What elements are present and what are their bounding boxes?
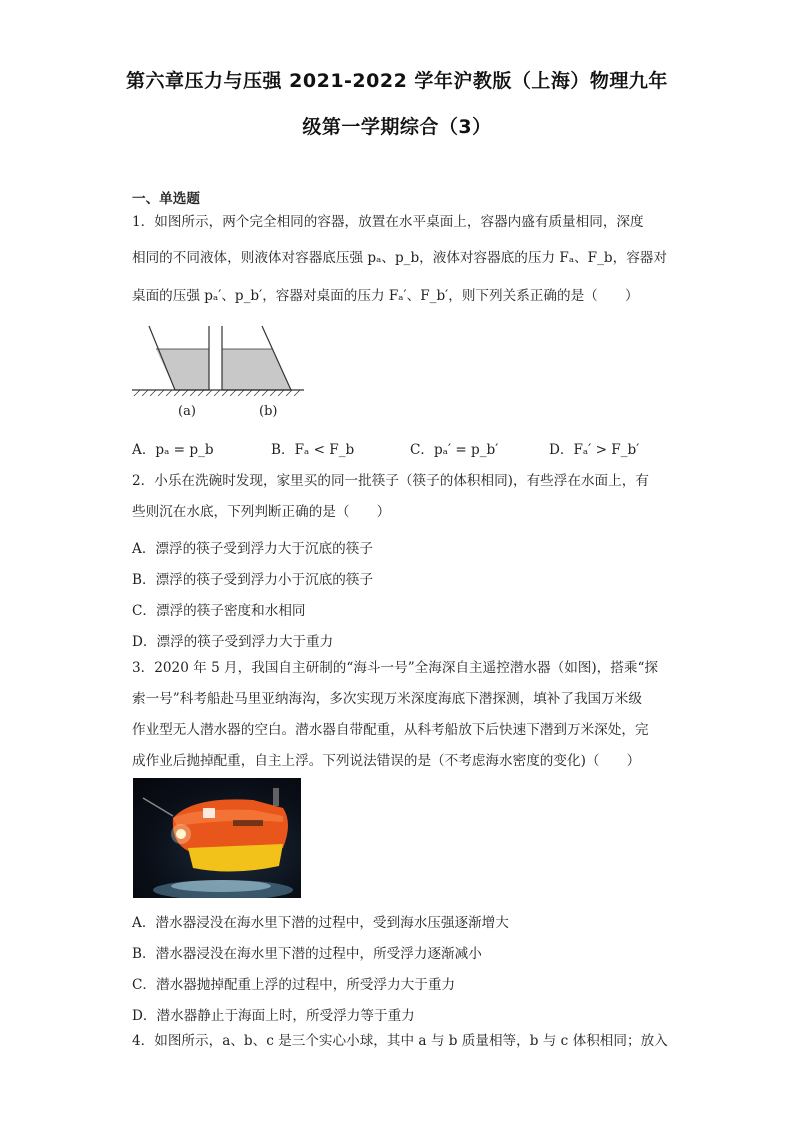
q1-container-figure — [132, 322, 312, 402]
q1-line-1: 1．如图所示，两个完全相同的容器，放置在水平桌面上，容器内盛有质量相同，深度 — [132, 214, 644, 230]
q2-option-a[interactable]: A．漂浮的筷子受到浮力大于沉底的筷子 — [132, 541, 373, 557]
fig-label-b: (b) — [259, 404, 278, 419]
q1-line-2: 相同的不同液体，则液体对容器底压强 pₐ、p_b，液体对容器底的压力 Fₐ、F_b，容器对 — [132, 250, 667, 266]
q2-line-1: 2．小乐在洗碗时发现，家里买的同一批筷子（筷子的体积相同)，有些浮在水面上，有 — [132, 473, 649, 489]
q2-option-b[interactable]: B．漂浮的筷子受到浮力小于沉底的筷子 — [132, 572, 374, 588]
q3-option-b[interactable]: B．潜水器浸没在海水里下潜的过程中，所受浮力逐渐减小 — [132, 946, 482, 962]
q2-option-c[interactable]: C．漂浮的筷子密度和水相同 — [132, 603, 306, 619]
q3-option-d[interactable]: D．潜水器静止于海面上时，所受浮力等于重力 — [132, 1008, 415, 1024]
container-a-liquid — [156, 349, 209, 390]
section-heading: 一、单选题 — [132, 191, 200, 207]
q1-line-3: 桌面的压强 pₐ′、p_b′，容器对桌面的压力 Fₐ′、F_b′，则下列关系正确的是（ ） — [132, 288, 639, 304]
doc-title-line2: 级第一学期综合（3） — [302, 116, 492, 138]
doc-title-line1: 第六章压力与压强 2021-2022 学年沪教版（上海）物理九年 — [126, 70, 668, 92]
q1-option-a[interactable]: A．pₐ = p_b — [132, 442, 214, 458]
q2-line-2: 些则沉在水底，下列判断正确的是（ ） — [132, 504, 391, 520]
submersible-photo — [133, 778, 301, 898]
q1-option-d[interactable]: D．Fₐ′ > F_b′ — [549, 442, 640, 458]
table-hatching — [134, 390, 300, 396]
q3-option-c[interactable]: C．潜水器抛掉配重上浮的过程中，所受浮力大于重力 — [132, 977, 456, 993]
q3-line-4: 成作业后抛掉配重，自主上浮。下列说法错误的是（不考虑海水密度的变化)（ ） — [132, 753, 641, 769]
q3-line-1: 3．2020 年 5 月，我国自主研制的“海斗一号”全海深自主遥控潜水器（如图)，搭乘“探 — [132, 660, 659, 676]
q3-line-2: 索一号”科考船赴马里亚纳海沟，多次实现万米深度海底下潜探测，填补了我国万米级 — [132, 691, 642, 707]
fig-label-a: (a) — [178, 404, 196, 419]
q3-option-a[interactable]: A．潜水器浸没在海水里下潜的过程中，受到海水压强逐渐增大 — [132, 915, 509, 931]
q1-option-c[interactable]: C．pₐ′ = p_b′ — [410, 442, 499, 458]
container-b-liquid — [222, 349, 291, 390]
q2-option-d[interactable]: D．漂浮的筷子受到浮力大于重力 — [132, 634, 334, 650]
q3-line-3: 作业型无人潜水器的空白。潜水器自带配重，从科考船放下后快速下潜到万米深处，完 — [132, 722, 649, 738]
q4-line-1: 4．如图所示，a、b、c 是三个实心小球，其中 a 与 b 质量相等，b 与 c 体积相同；放入 — [132, 1033, 668, 1049]
q1-option-b[interactable]: B．Fₐ < F_b — [271, 442, 355, 458]
